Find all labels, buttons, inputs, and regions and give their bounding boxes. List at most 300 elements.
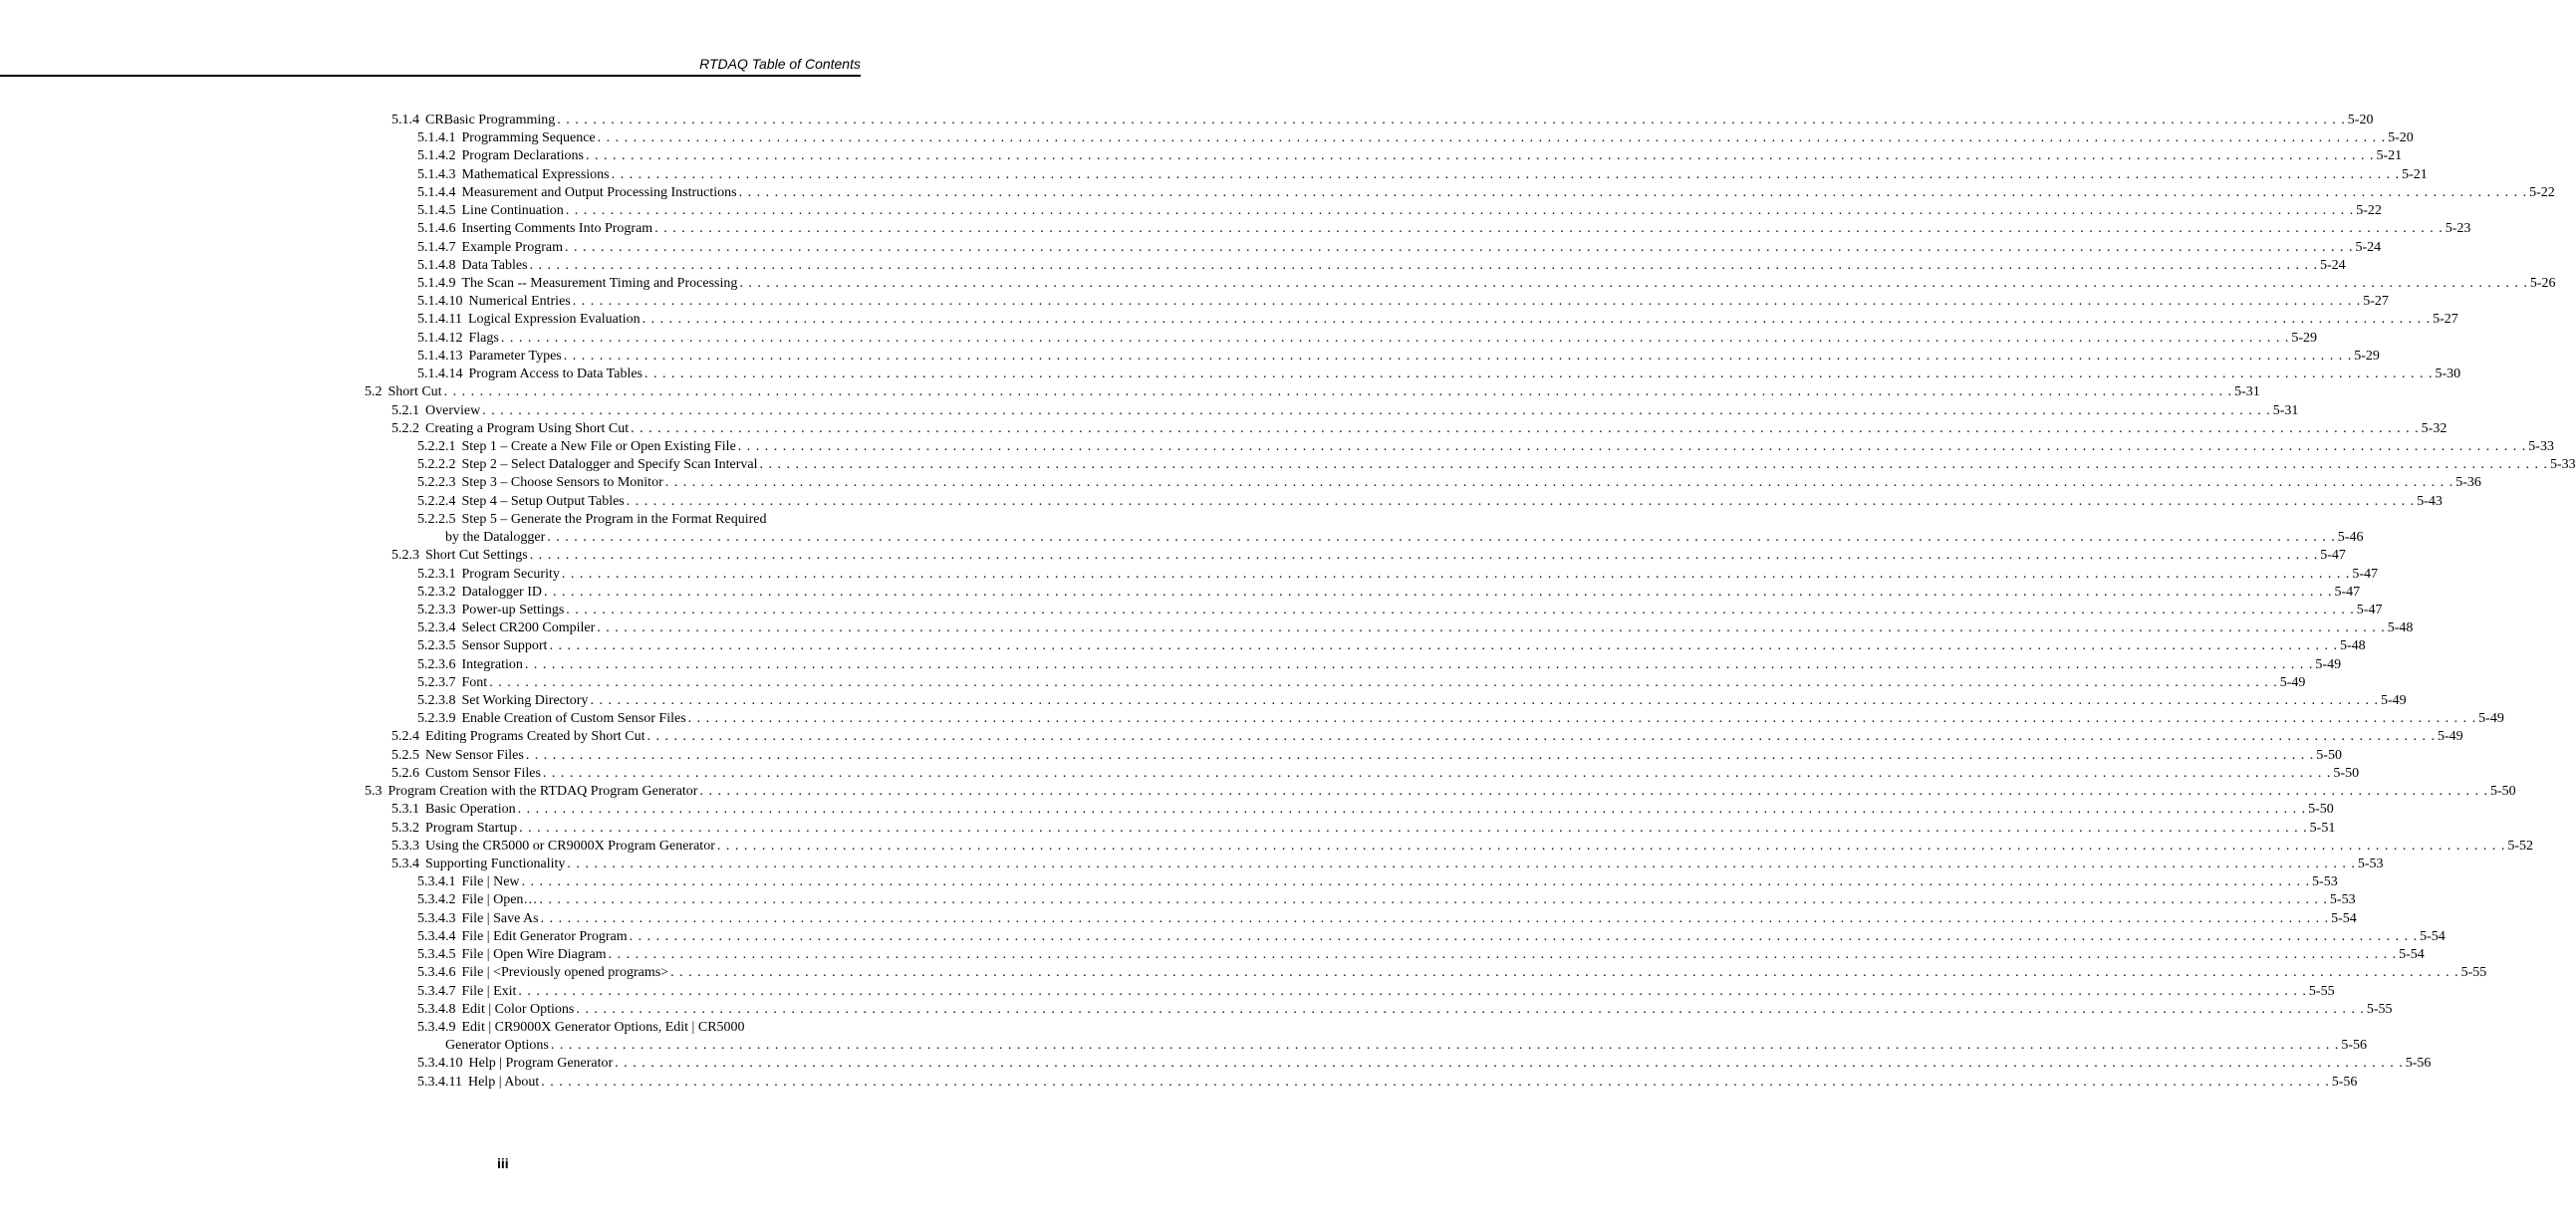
toc-entry[interactable] <box>417 1055 2432 1073</box>
toc-entry[interactable] <box>365 383 2260 401</box>
toc-dot-leader: . . . . . . . . . . . . . . . . . . . . . . . . . . . . . . . . . . . . . . . . . . . . . . . . . . . . . . . . . . . . . . . . . . . . . . . . . . . . . . . . . . . . . . . . . . . . . . . . . . . . . . . . . . . . . . . . . . . . . . . . . . . . . . . . . . . . . . . . . . . . . . . . . . . . . . . . . . . . . . . . . . . . . . . . . . . . . . . . . . . . . . . . . . . . . . . . . . . . . . . . <box>608 947 2398 963</box>
toc-entry[interactable] <box>391 765 2360 783</box>
toc-entry-page: 5-54 <box>2420 928 2446 944</box>
toc-entry-page: 5-55 <box>2366 1001 2393 1017</box>
toc-entry-number: 5.3.4.6 <box>417 965 456 981</box>
toc-entry-page: 5-56 <box>2341 1038 2367 1054</box>
toc-entry[interactable] <box>417 275 2556 293</box>
toc-entry-number: 5.3.4.11 <box>417 1074 462 1090</box>
toc-entry-title: File | Open… <box>461 892 538 908</box>
toc-entry[interactable] <box>391 402 2299 420</box>
toc-entry-text <box>391 547 528 565</box>
toc-entry-page: 5-55 <box>2460 965 2487 981</box>
toc-entry[interactable] <box>417 584 2361 602</box>
toc-entry-number: 5.3.4.3 <box>417 910 456 926</box>
toc-entry-page: 5-51 <box>2309 820 2336 836</box>
toc-entry-page: 5-53 <box>2312 874 2338 890</box>
toc-dot-leader: . . . . . . . . . . . . . . . . . . . . . . . . . . . . . . . . . . . . . . . . . . . . . . . . . . . . . . . . . . . . . . . . . . . . . . . . . . . . . . . . . . . . . . . . . . . . . . . . . . . . . . . . . . . . . . . . . . . . . . . . . . . . . . . . . . . . . . . . . . . . . . . . . . . . . . . . . . . . . . . . . . . . . . . . . . . . . . . . . . . . . . . . . . . . . . . . . . . . . . . . <box>550 1038 2340 1054</box>
toc-entry[interactable] <box>417 184 2555 202</box>
toc-entry-number: 5.2.4 <box>391 729 419 745</box>
toc-dot-leader: . . . . . . . . . . . . . . . . . . . . . . . . . . . . . . . . . . . . . . . . . . . . . . . . . . . . . . . . . . . . . . . . . . . . . . . . . . . . . . . . . . . . . . . . . . . . . . . . . . . . . . . . . . . . . . . . . . . . . . . . . . . . . . . . . . . . . . . . . . . . . . . . . . . . . . . . . . . . . . . . . . . . . . . . . . . . . . . . . . . . . . . . . . . . . . . . . . . . . . . . <box>518 983 2307 999</box>
toc-entry[interactable] <box>417 946 2425 964</box>
toc-entry-page: 5-54 <box>2399 947 2425 963</box>
toc-entry-page: 5-30 <box>2435 367 2461 382</box>
toc-dot-leader: . . . . . . . . . . . . . . . . . . . . . . . . . . . . . . . . . . . . . . . . . . . . . . . . . . . . . . . . . . . . . . . . . . . . . . . . . . . . . . . . . . . . . . . . . . . . . . . . . . . . . . . . . . . . . . . . . . . . . . . . . . . . . . . . . . . . . . . . . . . . . . . . . . . . . . . . . . . . . . . . . . . . . . . . . . . . . . . . . . . . . . . . . . . . . . . . . . . . . . . . <box>759 457 2549 473</box>
toc-entry[interactable] <box>417 983 2335 1001</box>
toc-entry-title: Sensor Support <box>461 638 548 654</box>
toc-entry[interactable] <box>417 293 2389 311</box>
toc-entry-page: 5-24 <box>2320 257 2346 273</box>
toc-entry-title: Logical Expression Evaluation <box>467 312 641 328</box>
toc-entry-title: Numerical Entries <box>468 294 571 310</box>
toc-entry-text <box>417 692 588 710</box>
toc-entry-page: 5-50 <box>2308 802 2334 818</box>
toc-entry-text <box>417 1019 745 1037</box>
toc-dot-leader: . . . . . . . . . . . . . . . . . . . . . . . . . . . . . . . . . . . . . . . . . . . . . . . . . . . . . . . . . . . . . . . . . . . . . . . . . . . . . . . . . . . . . . . . . . . . . . . . . . . . . . . . . . . . . . . . . . . . . . . . . . . . . . . . . . . . . . . . . . . . . . . . . . . . . . . . . . . . . . . . . . . . . . . . . . . . . . . . . . . . . . . . . . . . . . . . . . . . . . . . <box>631 420 2420 436</box>
toc-entry-text <box>417 964 668 982</box>
toc-entry-page: 5-48 <box>2339 638 2366 654</box>
toc-entry-text <box>417 566 560 584</box>
toc-entry-page: 5-21 <box>2376 148 2403 164</box>
toc-entry-title: Example Program <box>461 239 563 255</box>
toc-entry[interactable] <box>417 619 2414 637</box>
toc-entry-page: 5-36 <box>2455 475 2481 491</box>
toc-entry-page: 5-29 <box>2291 330 2318 346</box>
toc-entry-text <box>417 1055 613 1073</box>
toc-entry[interactable] <box>417 1074 2358 1092</box>
toc-entry-number: 5.1.4.6 <box>417 221 456 237</box>
toc-entry[interactable] <box>417 202 2382 220</box>
toc-entry[interactable] <box>417 891 2356 909</box>
toc-entry-title: The Scan -- Measurement Timing and Processing <box>461 275 738 291</box>
toc-entry[interactable] <box>391 112 2374 129</box>
toc-entry-text <box>391 856 565 873</box>
toc-entry-text <box>445 1037 549 1055</box>
toc-entry-page: 5-50 <box>2333 765 2360 781</box>
toc-entry-number: 5.1.4.5 <box>417 203 456 219</box>
toc-entry[interactable] <box>445 1037 2367 1055</box>
toc-dot-leader: . . . . . . . . . . . . . . . . . . . . . . . . . . . . . . . . . . . . . . . . . . . . . . . . . . . . . . . . . . . . . . . . . . . . . . . . . . . . . . . . . . . . . . . . . . . . . . . . . . . . . . . . . . . . . . . . . . . . . . . . . . . . . . . . . . . . . . . . . . . . . . . . . . . . . . . . . . . . . . . . . . . . . . . . . . . . . . . . . . . . . . . . . . . . . . . . . . . . . . . . <box>525 747 2315 763</box>
toc-entry-page: 5-31 <box>2272 402 2299 418</box>
toc-entry-text <box>417 366 643 383</box>
toc-entry-title: Inserting Comments Into Program <box>461 221 653 237</box>
toc-entry-number: 5.3.4.1 <box>417 874 456 890</box>
toc-entry-text <box>365 383 442 401</box>
toc-dot-leader: . . . . . . . . . . . . . . . . . . . . . . . . . . . . . . . . . . . . . . . . . . . . . . . . . . . . . . . . . . . . . . . . . . . . . . . . . . . . . . . . . . . . . . . . . . . . . . . . . . . . . . . . . . . . . . . . . . . . . . . . . . . . . . . . . . . . . . . . . . . . . . . . . . . . . . . . . . . . . . . . . . . . . . . . . . . . . . . . . . . . . . . . . . . . . . . . . . . . . . . . <box>519 820 2308 836</box>
toc-entry-number: 5.2.2 <box>391 420 419 436</box>
toc-entry-page: 5-53 <box>2329 892 2356 908</box>
toc-entry-page: 5-26 <box>2529 275 2556 291</box>
toc-entry[interactable] <box>391 420 2447 438</box>
toc-dot-leader: . . . . . . . . . . . . . . . . . . . . . . . . . . . . . . . . . . . . . . . . . . . . . . . . . . . . . . . . . . . . . . . . . . . . . . . . . . . . . . . . . . . . . . . . . . . . . . . . . . . . . . . . . . . . . . . . . . . . . . . . . . . . . . . . . . . . . . . . . . . . . . . . . . . . . . . . . . . . . . . . . . . . . . . . . . . . . . . . . . . . . . . . . . . . . . . . . . . . . . . . <box>563 348 2353 364</box>
toc-entry[interactable] <box>417 964 2487 982</box>
toc-entry-title: New Sensor Files <box>425 747 524 763</box>
toc-entry-text <box>417 474 663 492</box>
toc-dot-leader: . . . . . . . . . . . . . . . . . . . . . . . . . . . . . . . . . . . . . . . . . . . . . . . . . . . . . . . . . . . . . . . . . . . . . . . . . . . . . . . . . . . . . . . . . . . . . . . . . . . . . . . . . . . . . . . . . . . . . . . . . . . . . . . . . . . . . . . . . . . . . . . . . . . . . . . . . . . . . . . . . . . . . . . . . . . . . . . . . . . . . . . . . . . . . . . . . . . . . . . . <box>489 674 2278 690</box>
toc-entry[interactable] <box>417 910 2357 928</box>
toc-entry[interactable] <box>417 674 2306 692</box>
toc-dot-leader: . . . . . . . . . . . . . . . . . . . . . . . . . . . . . . . . . . . . . . . . . . . . . . . . . . . . . . . . . . . . . . . . . . . . . . . . . . . . . . . . . . . . . . . . . . . . . . . . . . . . . . . . . . . . . . . . . . . . . . . . . . . . . . . . . . . . . . . . . . . . . . . . . . . . . . . . . . . . . . . . . . . . . . . . . . . . . . . . . . . . . . . . . . . . . . . . . . . . . . . . <box>547 530 2336 546</box>
toc-dot-leader: . . . . . . . . . . . . . . . . . . . . . . . . . . . . . . . . . . . . . . . . . . . . . . . . . . . . . . . . . . . . . . . . . . . . . . . . . . . . . . . . . . . . . . . . . . . . . . . . . . . . . . . . . . . . . . . . . . . . . . . . . . . . . . . . . . . . . . . . . . . . . . . . . . . . . . . . . . . . . . . . . . . . . . . . . . . . . . . . . . . . . . . . . . . . . . . . . . . . . . . . <box>567 857 2356 872</box>
toc-entry-text <box>417 438 736 456</box>
toc-entry-text <box>417 220 652 238</box>
toc-entry-title: Step 5 – Generate the Program in the Format Required <box>461 511 767 527</box>
toc-dot-leader: . . . . . . . . . . . . . . . . . . . . . . . . . . . . . . . . . . . . . . . . . . . . . . . . . . . . . . . . . . . . . . . . . . . . . . . . . . . . . . . . . . . . . . . . . . . . . . . . . . . . . . . . . . . . . . . . . . . . . . . . . . . . . . . . . . . . . . . . . . . . . . . . . . . . . . . . . . . . . . . . . . . . . . . . . . . . . . . . . . . . . . . . . . . . . . . . . . . . . . . . <box>687 711 2477 727</box>
toc-entry[interactable] <box>417 330 2318 348</box>
toc-entry-text <box>417 674 487 692</box>
toc-entry-title: CRBasic Programming <box>425 113 556 127</box>
toc-dot-leader: . . . . . . . . . . . . . . . . . . . . . . . . . . . . . . . . . . . . . . . . . . . . . . . . . . . . . . . . . . . . . . . . . . . . . . . . . . . . . . . . . . . . . . . . . . . . . . . . . . . . . . . . . . . . . . . . . . . . . . . . . . . . . . . . . . . . . . . . . . . . . . . . . . . . . . . . . . . . . . . . . . . . . . . . . . . . . . . . . . . . . . . . . . . . . . . . . . . . . . . . <box>670 965 2459 981</box>
toc-entry-text <box>417 348 562 366</box>
toc-entry[interactable] <box>417 129 2414 147</box>
toc-entry-text <box>417 184 737 202</box>
toc-entry[interactable] <box>417 438 2554 456</box>
toc-entry-title: File | Open Wire Diagram <box>461 947 607 963</box>
toc-entry-page: 5-49 <box>2380 693 2407 709</box>
toc-dot-leader: . . . . . . . . . . . . . . . . . . . . . . . . . . . . . . . . . . . . . . . . . . . . . . . . . . . . . . . . . . . . . . . . . . . . . . . . . . . . . . . . . . . . . . . . . . . . . . . . . . . . . . . . . . . . . . . . . . . . . . . . . . . . . . . . . . . . . . . . . . . . . . . . . . . . . . . . . . . . . . . . . . . . . . . . . . . . . . . . . . . . . . . . . . . . . . . . . . . . . . . . <box>564 239 2354 255</box>
toc-entry-title: Step 3 – Choose Sensors to Monitor <box>461 475 663 491</box>
toc-entry-title: Flags <box>468 330 499 346</box>
toc-entry[interactable] <box>417 348 2380 366</box>
toc-entry-text <box>417 983 516 1001</box>
toc-entry-title: Step 1 – Create a New File or Open Existing File <box>461 438 736 454</box>
toc-dot-leader: . . . . . . . . . . . . . . . . . . . . . . . . . . . . . . . . . . . . . . . . . . . . . . . . . . . . . . . . . . . . . . . . . . . . . . . . . . . . . . . . . . . . . . . . . . . . . . . . . . . . . . . . . . . . . . . . . . . . . . . . . . . . . . . . . . . . . . . . . . . . . . . . . . . . . . . . . . . . . . . . . . . . . . . . . . . . . . . . . . . . . . . . . . . . . . . . . . . . . . . . <box>597 620 2386 636</box>
toc-entry-text <box>417 910 539 928</box>
toc-entry-page: 5-31 <box>2234 384 2260 400</box>
toc-entry-title: Set Working Directory <box>461 693 589 709</box>
toc-entry-number: 5.1.4.4 <box>417 184 456 200</box>
toc-entry-number: 5.1.4.1 <box>417 130 456 146</box>
toc-entry-page: 5-49 <box>2315 656 2342 672</box>
toc-entry[interactable] <box>417 637 2366 655</box>
toc-entry-title: Program Creation with the RTDAQ Program Generator <box>387 784 698 800</box>
toc-entry-text <box>417 147 584 165</box>
toc-entry-title: Step 2 – Select Datalogger and Specify Scan Interval <box>461 457 758 473</box>
toc-entry[interactable] <box>391 728 2463 746</box>
toc-entry-number: 5.2.3 <box>391 548 419 564</box>
toc-entry-number: 5.1.4.13 <box>417 348 463 364</box>
toc-entry-number: 5.2.2.1 <box>417 438 456 454</box>
toc-dot-leader: . . . . . . . . . . . . . . . . . . . . . . . . . . . . . . . . . . . . . . . . . . . . . . . . . . . . . . . . . . . . . . . . . . . . . . . . . . . . . . . . . . . . . . . . . . . . . . . . . . . . . . . . . . . . . . . . . . . . . . . . . . . . . . . . . . . . . . . . . . . . . . . . . . . . . . . . . . . . . . . . . . . . . . . . . . . . . . . . . . . . . . . . . . . . . . . . . . . . . . . . <box>539 892 2328 908</box>
toc-entry-page: 5-56 <box>2405 1056 2432 1072</box>
toc-entry-number: 5.1.4.10 <box>417 294 463 310</box>
toc-entry-page: 5-27 <box>2363 294 2389 310</box>
toc-entry[interactable] <box>391 747 2342 765</box>
toc-entry-text <box>417 602 564 619</box>
toc-dot-leader: . . . . . . . . . . . . . . . . . . . . . . . . . . . . . . . . . . . . . . . . . . . . . . . . . . . . . . . . . . . . . . . . . . . . . . . . . . . . . . . . . . . . . . . . . . . . . . . . . . . . . . . . . . . . . . . . . . . . . . . . . . . . . . . . . . . . . . . . . . . . . . . . . . . . . . . . . . . . . . . . . . . . . . . . . . . . . . . . . . . . . . . . . . . . . . . . . . . . . . . . <box>572 294 2362 310</box>
toc-entry[interactable] <box>417 928 2446 946</box>
toc-entry-number: 5.2.2.5 <box>417 511 456 527</box>
toc-entry-page: 5-22 <box>2529 184 2555 200</box>
toc-entry[interactable] <box>417 710 2504 728</box>
toc-entry-title: Editing Programs Created by Short Cut <box>425 729 645 745</box>
toc-entry-title: File | <Previously opened programs> <box>461 965 669 981</box>
toc-entry-title: Parameter Types <box>468 348 562 364</box>
toc-entry-page: 5-43 <box>2417 493 2443 509</box>
toc-entry-number: 5.3.4.9 <box>417 1020 456 1035</box>
toc-entry-text <box>417 656 523 674</box>
toc-dot-leader: . . . . . . . . . . . . . . . . . . . . . . . . . . . . . . . . . . . . . . . . . . . . . . . . . . . . . . . . . . . . . . . . . . . . . . . . . . . . . . . . . . . . . . . . . . . . . . . . . . . . . . . . . . . . . . . . . . . . . . . . . . . . . . . . . . . . . . . . . . . . . . . . . . . . . . . . . . . . . . . . . . . . . . . . . . . . . . . . . . . . . . . . . . . . . . . . . . . . . . . . <box>521 874 2311 890</box>
toc-entry[interactable] <box>417 566 2379 584</box>
toc-entry-text <box>417 330 499 348</box>
page-header <box>0 55 861 77</box>
toc-dot-leader: . . . . . . . . . . . . . . . . . . . . . . . . . . . . . . . . . . . . . . . . . . . . . . . . . . . . . . . . . . . . . . . . . . . . . . . . . . . . . . . . . . . . . . . . . . . . . . . . . . . . . . . . . . . . . . . . . . . . . . . . . . . . . . . . . . . . . . . . . . . . . . . . . . . . . . . . . . . . . . . . . . . . . . . . . . . . . . . . . . . . . . . . . . . . . . . . . . . . . . . . <box>541 1074 2330 1090</box>
toc-entry-text <box>391 728 644 746</box>
toc-entry-number: 5.1.4.12 <box>417 330 463 346</box>
toc-entry-number: 5.3.4.8 <box>417 1001 456 1017</box>
toc-entry-number: 5.3 <box>365 784 383 800</box>
toc-dot-leader: . . . . . . . . . . . . . . . . . . . . . . . . . . . . . . . . . . . . . . . . . . . . . . . . . . . . . . . . . . . . . . . . . . . . . . . . . . . . . . . . . . . . . . . . . . . . . . . . . . . . . . . . . . . . . . . . . . . . . . . . . . . . . . . . . . . . . . . . . . . . . . . . . . . . . . . . . . . . . . . . . . . . . . . . . . . . . . . . . . . . . . . . . . . . . . . . . . . . . . . . <box>737 438 2527 454</box>
toc-entry-number: 5.3.4.7 <box>417 983 456 999</box>
toc-entry-title: Font <box>461 674 488 690</box>
toc-entry-title: Program Startup <box>425 820 518 836</box>
toc-entry-number: 5.2.1 <box>391 402 419 418</box>
toc-entry-title: Program Declarations <box>461 148 584 164</box>
toc-entry-number: 5.2 <box>365 384 383 400</box>
toc-entry[interactable] <box>417 474 2481 492</box>
toc-entry-page: 5-29 <box>2354 348 2380 364</box>
toc-entry[interactable] <box>417 257 2346 275</box>
toc-entry-title: Creating a Program Using Short Cut <box>425 420 630 436</box>
toc-entry-title: Select CR200 Compiler <box>461 620 596 636</box>
toc-dot-leader: . . . . . . . . . . . . . . . . . . . . . . . . . . . . . . . . . . . . . . . . . . . . . . . . . . . . . . . . . . . . . . . . . . . . . . . . . . . . . . . . . . . . . . . . . . . . . . . . . . . . . . . . . . . . . . . . . . . . . . . . . . . . . . . . . . . . . . . . . . . . . . . . . . . . . . . . . . . . . . . . . . . . . . . . . . . . . . . . . . . . . . . . . . . . . . . . . . . . . . . . <box>500 330 2290 346</box>
toc-entry-title: Short Cut <box>387 384 442 400</box>
toc-entry-text <box>391 747 524 765</box>
toc-entry[interactable] <box>391 547 2346 565</box>
toc-dot-leader: . . . . . . . . . . . . . . . . . . . . . . . . . . . . . . . . . . . . . . . . . . . . . . . . . . . . . . . . . . . . . . . . . . . . . . . . . . . . . . . . . . . . . . . . . . . . . . . . . . . . . . . . . . . . . . . . . . . . . . . . . . . . . . . . . . . . . . . . . . . . . . . . . . . . . . . . . . . . . . . . . . . . . . . . . . . . . . . . . . . . . . . . . . . . . . . . . . . . . . . . <box>590 693 2379 709</box>
toc-entry-page: 5-47 <box>2320 548 2346 564</box>
toc-entry-number: 5.3.2 <box>391 820 419 836</box>
toc-entry-text <box>391 801 516 819</box>
toc-entry[interactable] <box>417 1001 2393 1019</box>
toc-entry-page: 5-47 <box>2356 602 2383 617</box>
toc-entry[interactable] <box>417 692 2407 710</box>
toc-entry-page: 5-55 <box>2308 983 2335 999</box>
toc-entry-title: File | Exit <box>461 983 517 999</box>
toc-entry-text <box>417 619 595 637</box>
toc-dot-leader: . . . . . . . . . . . . . . . . . . . . . . . . . . . . . . . . . . . . . . . . . . . . . . . . . . . . . . . . . . . . . . . . . . . . . . . . . . . . . . . . . . . . . . . . . . . . . . . . . . . . . . . . . . . . . . . . . . . . . . . . . . . . . . . . . . . . . . . . . . . . . . . . . . . . . . . . . . . . . . . . . . . . . . . . . . . . . . . . . . . . . . . . . . . . . . . . . . . . . . . . <box>524 656 2314 672</box>
toc-entry-title: Help | About <box>467 1074 540 1090</box>
toc-entry-text <box>365 783 697 801</box>
toc-entry-title: Supporting Functionality <box>425 857 566 872</box>
toc-dot-leader: . . . . . . . . . . . . . . . . . . . . . . . . . . . . . . . . . . . . . . . . . . . . . . . . . . . . . . . . . . . . . . . . . . . . . . . . . . . . . . . . . . . . . . . . . . . . . . . . . . . . . . . . . . . . . . . . . . . . . . . . . . . . . . . . . . . . . . . . . . . . . . . . . . . . . . . . . . . . . . . . . . . . . . . . . . . . . . . . . . . . . . . . . . . . . . . . . . . . . . . . <box>646 729 2436 745</box>
toc-entry-text <box>417 275 737 293</box>
toc-entry-number: 5.1.4.14 <box>417 367 463 382</box>
toc-entry-page: 5-54 <box>2331 910 2357 926</box>
toc-dot-leader: . . . . . . . . . . . . . . . . . . . . . . . . . . . . . . . . . . . . . . . . . . . . . . . . . . . . . . . . . . . . . . . . . . . . . . . . . . . . . . . . . . . . . . . . . . . . . . . . . . . . . . . . . . . . . . . . . . . . . . . . . . . . . . . . . . . . . . . . . . . . . . . . . . . . . . . . . . . . . . . . . . . . . . . . . . . . . . . . . . . . . . . . . . . . . . . . . . . . . . . . <box>739 275 2528 291</box>
toc-entry[interactable] <box>417 311 2458 329</box>
toc-entry-text <box>417 239 563 257</box>
toc-dot-leader: . . . . . . . . . . . . . . . . . . . . . . . . . . . . . . . . . . . . . . . . . . . . . . . . . . . . . . . . . . . . . . . . . . . . . . . . . . . . . . . . . . . . . . . . . . . . . . . . . . . . . . . . . . . . . . . . . . . . . . . . . . . . . . . . . . . . . . . . . . . . . . . . . . . . . . . . . . . . . . . . . . . . . . . . . . . . . . . . . . . . . . . . . . . . . . . . . . . . . . . . <box>611 166 2401 182</box>
toc-entry-number: 5.1.4 <box>391 113 419 127</box>
toc-entry-title: Basic Operation <box>425 802 516 818</box>
toc-dot-leader: . . . . . . . . . . . . . . . . . . . . . . . . . . . . . . . . . . . . . . . . . . . . . . . . . . . . . . . . . . . . . . . . . . . . . . . . . . . . . . . . . . . . . . . . . . . . . . . . . . . . . . . . . . . . . . . . . . . . . . . . . . . . . . . . . . . . . . . . . . . . . . . . . . . . . . . . . . . . . . . . . . . . . . . . . . . . . . . . . . . . . . . . . . . . . . . . . . . . . . . . <box>542 765 2332 781</box>
toc-entry-text <box>417 873 520 891</box>
toc-entry-page: 5-47 <box>2334 584 2361 600</box>
toc-entry-text <box>417 511 766 529</box>
toc-entry[interactable] <box>417 366 2461 383</box>
toc-entry-title: File | New <box>461 874 520 890</box>
toc-entry[interactable] <box>417 656 2342 674</box>
toc-entry[interactable] <box>417 456 2576 474</box>
toc-entry-page: 5-49 <box>2478 711 2504 727</box>
toc-entry-title: Edit | CR9000X Generator Options, Edit | CR5000 <box>461 1020 745 1035</box>
toc-entry-number: 5.2.3.2 <box>417 584 456 600</box>
toc-entry-text <box>417 1074 539 1092</box>
toc-entry-number: 5.1.4.7 <box>417 239 456 255</box>
toc-entry[interactable] <box>417 602 2383 619</box>
toc-entry-title: Edit | Color Options <box>461 1001 575 1017</box>
toc-entry-number: 5.3.4.5 <box>417 947 456 963</box>
toc-entry[interactable] <box>417 220 2471 238</box>
toc-dot-leader: . . . . . . . . . . . . . . . . . . . . . . . . . . . . . . . . . . . . . . . . . . . . . . . . . . . . . . . . . . . . . . . . . . . . . . . . . . . . . . . . . . . . . . . . . . . . . . . . . . . . . . . . . . . . . . . . . . . . . . . . . . . . . . . . . . . . . . . . . . . . . . . . . . . . . . . . . . . . . . . . . . . . . . . . . . . . . . . . . . . . . . . . . . . . . . . . . . . . . . . . <box>549 638 2338 654</box>
toc-dot-leader: . . . . . . . . . . . . . . . . . . . . . . . . . . . . . . . . . . . . . . . . . . . . . . . . . . . . . . . . . . . . . . . . . . . . . . . . . . . . . . . . . . . . . . . . . . . . . . . . . . . . . . . . . . . . . . . . . . . . . . . . . . . . . . . . . . . . . . . . . . . . . . . . . . . . . . . . . . . . . . . . . . . . . . . . . . . . . . . . . . . . . . . . . . . . . . . . . . . . . . . . <box>566 602 2355 617</box>
page-number: iii <box>497 1155 509 1171</box>
toc-entry-page: 5-49 <box>2279 674 2306 690</box>
toc-entry-number: 5.1.4.3 <box>417 166 456 182</box>
toc-entry-page: 5-33 <box>2528 438 2554 454</box>
toc-entry-page: 5-20 <box>2388 130 2414 146</box>
toc-entry-number: 5.2.3.4 <box>417 620 456 636</box>
toc-entry-number: 5.3.3 <box>391 838 419 854</box>
toc-entry-title: Data Tables <box>461 257 528 273</box>
toc-entry-number: 5.2.6 <box>391 765 419 781</box>
toc-entry-title: Enable Creation of Custom Sensor Files <box>461 711 686 727</box>
toc-dot-leader: . . . . . . . . . . . . . . . . . . . . . . . . . . . . . . . . . . . . . . . . . . . . . . . . . . . . . . . . . . . . . . . . . . . . . . . . . . . . . . . . . . . . . . . . . . . . . . . . . . . . . . . . . . . . . . . . . . . . . . . . . . . . . . . . . . . . . . . . . . . . . . . . . . . . . . . . . . . . . . . . . . . . . . . . . . . . . . . . . . . . . . . . . . . . . . . . . . . . . . . . <box>664 475 2454 491</box>
toc-entry[interactable] <box>417 493 2443 511</box>
toc-entry-number: 5.2.3.5 <box>417 638 456 654</box>
toc-dot-leader: . . . . . . . . . . . . . . . . . . . . . . . . . . . . . . . . . . . . . . . . . . . . . . . . . . . . . . . . . . . . . . . . . . . . . . . . . . . . . . . . . . . . . . . . . . . . . . . . . . . . . . . . . . . . . . . . . . . . . . . . . . . . . . . . . . . . . . . . . . . . . . . . . . . . . . . . . . . . . . . . . . . . . . . . . . . . . . . . . . . . . . . . . . . . . . . . . . . . . . . . <box>576 1001 2365 1017</box>
toc-entry-number: 5.2.2.2 <box>417 457 456 473</box>
toc-entry-number: 5.2.3.1 <box>417 566 456 582</box>
toc-entry[interactable] <box>417 239 2382 257</box>
toc-entry-title: Overview <box>425 402 481 418</box>
toc-entry-number: 5.1.4.11 <box>417 312 462 328</box>
toc-entry[interactable] <box>445 529 2364 547</box>
toc-entry-number: 5.1.4.2 <box>417 148 456 164</box>
toc-entry-title: File | Save As <box>461 910 539 926</box>
toc-entry-title: File | Edit Generator Program <box>461 928 628 944</box>
toc-entry-text <box>417 1001 574 1019</box>
toc-entry-number: 5.2.2.4 <box>417 493 456 509</box>
toc-entry-title: Power-up Settings <box>461 602 565 617</box>
toc-entry-title: Custom Sensor Files <box>425 765 541 781</box>
toc-entry-text <box>417 891 537 909</box>
toc-entry-text <box>417 637 547 655</box>
toc-entry-text <box>417 928 628 946</box>
toc-entry-page: 5-27 <box>2433 312 2458 328</box>
toc-entry-title: Step 4 – Setup Output Tables <box>461 493 625 509</box>
toc-entry-page: 5-23 <box>2445 221 2471 237</box>
toc-entry-title: Program Access to Data Tables <box>468 367 643 382</box>
toc-entry-number: 5.1.4.8 <box>417 257 456 273</box>
toc-dot-leader: . . . . . . . . . . . . . . . . . . . . . . . . . . . . . . . . . . . . . . . . . . . . . . . . . . . . . . . . . . . . . . . . . . . . . . . . . . . . . . . . . . . . . . . . . . . . . . . . . . . . . . . . . . . . . . . . . . . . . . . . . . . . . . . . . . . . . . . . . . . . . . . . . . . . . . . . . . . . . . . . . . . . . . . . . . . . . . . . . . . . . . . . . . . . . . . . . . . . . . . . <box>738 184 2528 200</box>
toc-entry[interactable] <box>391 838 2534 856</box>
toc-entry[interactable] <box>391 856 2384 873</box>
toc-dot-leader: . . . . . . . . . . . . . . . . . . . . . . . . . . . . . . . . . . . . . . . . . . . . . . . . . . . . . . . . . . . . . . . . . . . . . . . . . . . . . . . . . . . . . . . . . . . . . . . . . . . . . . . . . . . . . . . . . . . . . . . . . . . . . . . . . . . . . . . . . . . . . . . . . . . . . . . . . . . . . . . . . . . . . . . . . . . . . . . . . . . . . . . . . . . . . . . . . . . . . . . . <box>443 384 2233 400</box>
toc-entry-text <box>391 420 629 438</box>
toc-entry-title: Generator Options <box>445 1038 549 1054</box>
toc-entry-number: 5.2.3.8 <box>417 693 456 709</box>
toc-entry[interactable] <box>391 801 2334 819</box>
toc-dot-leader: . . . . . . . . . . . . . . . . . . . . . . . . . . . . . . . . . . . . . . . . . . . . . . . . . . . . . . . . . . . . . . . . . . . . . . . . . . . . . . . . . . . . . . . . . . . . . . . . . . . . . . . . . . . . . . . . . . . . . . . . . . . . . . . . . . . . . . . . . . . . . . . . . . . . . . . . . . . . . . . . . . . . . . . . . . . . . . . . . . . . . . . . . . . . . . . . . . . . . . . . <box>615 1056 2404 1072</box>
toc-entry-page: 5-52 <box>2507 838 2534 854</box>
toc-entry-number: 5.2.5 <box>391 747 419 763</box>
toc-entry-title: Line Continuation <box>461 203 564 219</box>
toc-entry-text <box>417 257 528 275</box>
toc-entry[interactable] <box>417 166 2428 184</box>
toc-entry-title: Integration <box>461 656 523 672</box>
toc-entry-title: Using the CR5000 or CR9000X Program Generator <box>425 838 715 854</box>
toc-dot-leader: . . . . . . . . . . . . . . . . . . . . . . . . . . . . . . . . . . . . . . . . . . . . . . . . . . . . . . . . . . . . . . . . . . . . . . . . . . . . . . . . . . . . . . . . . . . . . . . . . . . . . . . . . . . . . . . . . . . . . . . . . . . . . . . . . . . . . . . . . . . . . . . . . . . . . . . . . . . . . . . . . . . . . . . . . . . . . . . . . . . . . . . . . . . . . . . . . . . . . . . . <box>654 221 2444 237</box>
toc-entry-page: 5-46 <box>2337 530 2364 546</box>
toc-dot-leader: . . . . . . . . . . . . . . . . . . . . . . . . . . . . . . . . . . . . . . . . . . . . . . . . . . . . . . . . . . . . . . . . . . . . . . . . . . . . . . . . . . . . . . . . . . . . . . . . . . . . . . . . . . . . . . . . . . . . . . . . . . . . . . . . . . . . . . . . . . . . . . . . . . . . . . . . . . . . . . . . . . . . . . . . . . . . . . . . . . . . . . . . . . . . . . . . . . . . . . . . <box>565 203 2355 219</box>
toc-entry-number: 5.2.3.9 <box>417 711 456 727</box>
toc-dot-leader: . . . . . . . . . . . . . . . . . . . . . . . . . . . . . . . . . . . . . . . . . . . . . . . . . . . . . . . . . . . . . . . . . . . . . . . . . . . . . . . . . . . . . . . . . . . . . . . . . . . . . . . . . . . . . . . . . . . . . . . . . . . . . . . . . . . . . . . . . . . . . . . . . . . . . . . . . . . . . . . . . . . . . . . . . . . . . . . . . . . . . . . . . . . . . . . . . . . . . . . . <box>644 367 2434 382</box>
toc-entry-number: 5.2.3.7 <box>417 674 456 690</box>
toc-entry-text <box>391 838 715 856</box>
toc-entry-text <box>417 946 607 964</box>
toc-entry-title: Programming Sequence <box>461 130 596 146</box>
toc-entry-number: 5.3.1 <box>391 802 419 818</box>
toc-entry-text <box>417 456 758 474</box>
toc-entry-number: 5.2.3.6 <box>417 656 456 672</box>
toc-entry-number: 5.3.4.4 <box>417 928 456 944</box>
toc-entry[interactable] <box>417 147 2403 165</box>
toc-dot-leader: . . . . . . . . . . . . . . . . . . . . . . . . . . . . . . . . . . . . . . . . . . . . . . . . . . . . . . . . . . . . . . . . . . . . . . . . . . . . . . . . . . . . . . . . . . . . . . . . . . . . . . . . . . . . . . . . . . . . . . . . . . . . . . . . . . . . . . . . . . . . . . . . . . . . . . . . . . . . . . . . . . . . . . . . . . . . . . . . . . . . . . . . . . . . . . . . . . . . . . . . <box>557 113 2346 127</box>
toc-dot-leader: . . . . . . . . . . . . . . . . . . . . . . . . . . . . . . . . . . . . . . . . . . . . . . . . . . . . . . . . . . . . . . . . . . . . . . . . . . . . . . . . . . . . . . . . . . . . . . . . . . . . . . . . . . . . . . . . . . . . . . . . . . . . . . . . . . . . . . . . . . . . . . . . . . . . . . . . . . . . . . . . . . . . . . . . . . . . . . . . . . . . . . . . . . . . . . . . . . . . . . . . <box>597 130 2387 146</box>
toc-entry-page: 5-32 <box>2421 420 2447 436</box>
toc-entry-page: 5-49 <box>2437 729 2463 745</box>
toc-entry-number: 5.3.4 <box>391 857 419 872</box>
toc-dot-leader: . . . . . . . . . . . . . . . . . . . . . . . . . . . . . . . . . . . . . . . . . . . . . . . . . . . . . . . . . . . . . . . . . . . . . . . . . . . . . . . . . . . . . . . . . . . . . . . . . . . . . . . . . . . . . . . . . . . . . . . . . . . . . . . . . . . . . . . . . . . . . . . . . . . . . . . . . . . . . . . . . . . . . . . . . . . . . . . . . . . . . . . . . . . . . . . . . . . . . . . . <box>585 148 2375 164</box>
toc-dot-leader: . . . . . . . . . . . . . . . . . . . . . . . . . . . . . . . . . . . . . . . . . . . . . . . . . . . . . . . . . . . . . . . . . . . . . . . . . . . . . . . . . . . . . . . . . . . . . . . . . . . . . . . . . . . . . . . . . . . . . . . . . . . . . . . . . . . . . . . . . . . . . . . . . . . . . . . . . . . . . . . . . . . . . . . . . . . . . . . . . . . . . . . . . . . . . . . . . . . . . . . . <box>642 312 2432 328</box>
toc-entry-text <box>417 584 542 602</box>
toc-entry[interactable] <box>391 820 2336 838</box>
toc-entry-title: by the Datalogger <box>445 530 546 546</box>
toc-dot-leader: . . . . . . . . . . . . . . . . . . . . . . . . . . . . . . . . . . . . . . . . . . . . . . . . . . . . . . . . . . . . . . . . . . . . . . . . . . . . . . . . . . . . . . . . . . . . . . . . . . . . . . . . . . . . . . . . . . . . . . . . . . . . . . . . . . . . . . . . . . . . . . . . . . . . . . . . . . . . . . . . . . . . . . . . . . . . . . . . . . . . . . . . . . . . . . . . . . . . . . . . <box>699 784 2488 800</box>
toc-entry-text <box>417 710 686 728</box>
toc-entry-text <box>445 529 545 547</box>
toc-entry-page: 5-50 <box>2489 784 2516 800</box>
toc-dot-leader: . . . . . . . . . . . . . . . . . . . . . . . . . . . . . . . . . . . . . . . . . . . . . . . . . . . . . . . . . . . . . . . . . . . . . . . . . . . . . . . . . . . . . . . . . . . . . . . . . . . . . . . . . . . . . . . . . . . . . . . . . . . . . . . . . . . . . . . . . . . . . . . . . . . . . . . . . . . . . . . . . . . . . . . . . . . . . . . . . . . . . . . . . . . . . . . . . . . . . . . . <box>543 584 2333 600</box>
toc-entry-number: 5.2.3.3 <box>417 602 456 617</box>
toc-entry-text <box>417 493 625 511</box>
toc-dot-leader: . . . . . . . . . . . . . . . . . . . . . . . . . . . . . . . . . . . . . . . . . . . . . . . . . . . . . . . . . . . . . . . . . . . . . . . . . . . . . . . . . . . . . . . . . . . . . . . . . . . . . . . . . . . . . . . . . . . . . . . . . . . . . . . . . . . . . . . . . . . . . . . . . . . . . . . . . . . . . . . . . . . . . . . . . . . . . . . . . . . . . . . . . . . . . . . . . . . . . . . . <box>716 838 2506 854</box>
toc-entry-title: Measurement and Output Processing Instructions <box>461 184 737 200</box>
toc-entry[interactable] <box>417 873 2338 891</box>
toc-entry-page: 5-22 <box>2356 203 2382 219</box>
toc-entry-page: 5-50 <box>2316 747 2342 763</box>
toc-entry-page: 5-47 <box>2352 566 2379 582</box>
toc-entry[interactable] <box>417 1019 745 1037</box>
toc-entry-page: 5-24 <box>2355 239 2382 255</box>
toc-entry-page: 5-33 <box>2550 457 2576 473</box>
toc-entry-text <box>417 166 610 184</box>
toc-entry-title: Datalogger ID <box>461 584 542 600</box>
toc-entry-number: 5.2.2.3 <box>417 475 456 491</box>
toc-entry-number: 5.1.4.9 <box>417 275 456 291</box>
toc-entry-text <box>391 765 541 783</box>
toc-entry[interactable] <box>365 783 2516 801</box>
toc-entry[interactable] <box>417 511 766 529</box>
toc-entry-title: Short Cut Settings <box>425 548 528 564</box>
toc-entry-text <box>391 402 480 420</box>
toc-entry-page: 5-56 <box>2331 1074 2358 1090</box>
toc-entry-number: 5.3.4.2 <box>417 892 456 908</box>
toc-dot-leader: . . . . . . . . . . . . . . . . . . . . . . . . . . . . . . . . . . . . . . . . . . . . . . . . . . . . . . . . . . . . . . . . . . . . . . . . . . . . . . . . . . . . . . . . . . . . . . . . . . . . . . . . . . . . . . . . . . . . . . . . . . . . . . . . . . . . . . . . . . . . . . . . . . . . . . . . . . . . . . . . . . . . . . . . . . . . . . . . . . . . . . . . . . . . . . . . . . . . . . . . <box>629 928 2419 944</box>
toc-entry-page: 5-20 <box>2347 113 2374 127</box>
